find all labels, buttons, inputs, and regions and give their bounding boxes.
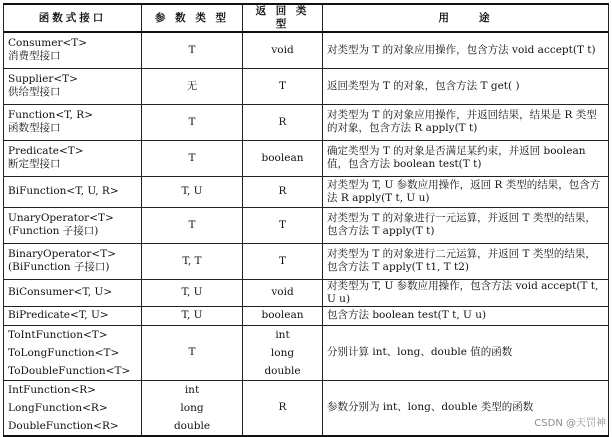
return-type-line: T: [278, 79, 286, 92]
param-type-line: T, U: [181, 185, 203, 197]
interface-line: 消费型接口: [8, 50, 61, 63]
param-type-cell: [142, 68, 243, 104]
interface-line: UnaryOperator<T>: [8, 212, 114, 224]
interface-cell: [4, 140, 142, 176]
header-return-type: 返 回 类 型: [243, 4, 323, 32]
return-type-cell: [243, 32, 323, 68]
table-row: [4, 32, 609, 68]
return-type-line: boolean: [261, 309, 304, 321]
return-type-line: void: [271, 286, 294, 298]
return-type-line: boolean: [261, 151, 304, 164]
header-usage: 用 途: [323, 4, 609, 32]
interface-line: Function<T, R>: [8, 109, 93, 121]
param-type-line: T: [188, 151, 196, 164]
return-type-line: long: [270, 346, 295, 359]
interface-line: Supplier<T>: [8, 73, 78, 85]
usage-cell: 对类型为 T, U 参数应用操作，包含方法 void accept(T t, U u): [323, 279, 609, 306]
interface-cell: [4, 279, 142, 306]
header-row: [4, 4, 609, 32]
param-type-line: T, U: [181, 286, 203, 298]
table-row: [4, 325, 609, 380]
return-type-cell: [243, 104, 323, 140]
return-type-cell: [243, 243, 323, 279]
interface-cell: [4, 32, 142, 68]
usage-cell: 返回类型为 T 的对象，包含方法 T get( ): [323, 68, 609, 104]
usage-cell: 确定类型为 T 的对象是否满足某约束，并返回 boolean 值，包含方法 boolean test(T t): [323, 140, 609, 176]
table-header: [4, 4, 609, 32]
usage-cell: 参数分别为 int、long、double 类型的函数: [323, 380, 609, 436]
return-type-line: double: [264, 364, 301, 377]
param-type-cell: [142, 279, 243, 306]
param-type-line: T: [188, 346, 196, 358]
param-type-cell: [142, 380, 243, 436]
return-type-cell: [243, 176, 323, 207]
return-type-line: R: [278, 401, 287, 414]
interface-line: Predicate<T>: [8, 145, 84, 157]
return-type-line: R: [278, 185, 287, 197]
table-body: [4, 32, 609, 436]
table-row: [4, 306, 609, 325]
usage-cell: 对类型为 T 的对象进行一元运算，并返回 T 类型的结果，包含方法 T apply(T t): [323, 207, 609, 243]
return-type-line: R: [278, 115, 287, 128]
interface-cell: [4, 243, 142, 279]
table-row: [4, 68, 609, 104]
interface-line: BiConsumer<T, U>: [8, 286, 113, 298]
interface-line: BinaryOperator<T>: [8, 248, 117, 260]
interface-line: ToIntFunction<T>: [8, 328, 108, 341]
table-row: [4, 104, 609, 140]
return-type-line: void: [271, 43, 294, 56]
table-row: [4, 207, 609, 243]
interface-line: ToLongFunction<T>: [8, 346, 120, 359]
param-type-cell: [142, 306, 243, 325]
header-interface: 函数式接口: [4, 4, 142, 32]
interface-line: ToDoubleFunction<T>: [8, 364, 131, 377]
param-type-cell: [142, 140, 243, 176]
return-type-line: T: [278, 218, 286, 231]
table-row: [4, 243, 609, 279]
interface-line: BiPredicate<T, U>: [8, 309, 109, 321]
functional-interface-table: [3, 3, 609, 437]
table-row: [4, 279, 609, 306]
interface-cell: [4, 104, 142, 140]
param-type-line: T: [188, 115, 196, 128]
interface-cell: [4, 306, 142, 325]
interface-line: (Function 子接口): [8, 225, 99, 237]
watermark: CSDN @天罚神: [534, 418, 606, 429]
interface-line: 断定型接口: [8, 158, 61, 170]
param-type-line: 无: [186, 79, 198, 92]
usage-cell: 对类型为 T, U 参数应用操作，返回 R 类型的结果，包含方法 R apply(T t, U u): [323, 176, 609, 207]
usage-cell: 对类型为 T 的对象应用操作，包含方法 void accept(T t): [323, 32, 609, 68]
usage-cell: 对类型为 T 的对象应用操作，并返回结果，结果是 R 类型的对象，包含方法 R apply(T t): [323, 104, 609, 140]
param-type-cell: [142, 325, 243, 380]
param-type-cell: [142, 243, 243, 279]
interface-line: Consumer<T>: [8, 37, 88, 50]
param-type-line: double: [173, 419, 211, 432]
table-row: [4, 140, 609, 176]
param-type-line: long: [180, 401, 204, 414]
param-type-cell: [142, 207, 243, 243]
param-type-cell: [142, 32, 243, 68]
interface-line: (BiFunction 子接口): [8, 261, 110, 273]
return-type-cell: [243, 380, 323, 436]
interface-cell: [4, 380, 142, 436]
interface-line: DoubleFunction<R>: [8, 419, 119, 432]
return-type-cell: [243, 279, 323, 306]
return-type-line: T: [278, 254, 286, 267]
interface-cell: [4, 207, 142, 243]
interface-line: 供给型接口: [8, 86, 61, 98]
param-type-line: T: [188, 218, 196, 231]
param-type-line: T, U: [181, 309, 203, 321]
interface-line: 函数型接口: [8, 122, 61, 134]
table-row: [4, 380, 609, 436]
header-param-type: 参 数 类 型: [142, 4, 243, 32]
param-type-line: int: [184, 383, 200, 396]
return-type-line: int: [275, 328, 290, 341]
interface-cell: [4, 325, 142, 380]
table-row: [4, 176, 609, 207]
param-type-cell: [142, 104, 243, 140]
return-type-cell: [243, 325, 323, 380]
usage-cell: 包含方法 boolean test(T t, U u): [323, 306, 609, 325]
interface-line: LongFunction<R>: [8, 401, 108, 414]
param-type-line: T, T: [182, 254, 202, 267]
interface-line: IntFunction<R>: [8, 383, 96, 396]
return-type-cell: [243, 207, 323, 243]
interface-cell: [4, 68, 142, 104]
return-type-cell: [243, 68, 323, 104]
return-type-cell: [243, 306, 323, 325]
param-type-cell: [142, 176, 243, 207]
usage-cell: 分别计算 int、long、double 值的函数: [323, 325, 609, 380]
interface-line: BiFunction<T, U, R>: [8, 185, 119, 197]
param-type-line: T: [188, 43, 196, 56]
return-type-cell: [243, 140, 323, 176]
usage-cell: 对类型为 T 的对象进行二元运算，并返回 T 类型的结果，包含方法 T apply(T t1, T t2): [323, 243, 609, 279]
interface-cell: [4, 176, 142, 207]
